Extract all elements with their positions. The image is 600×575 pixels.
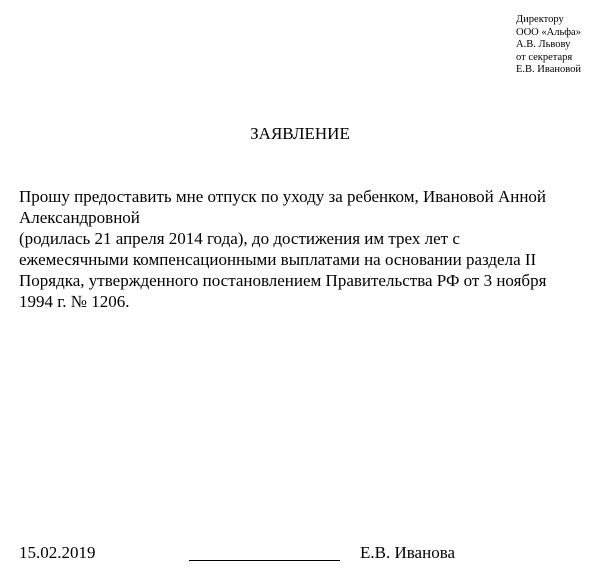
statement-date: 15.02.2019 [19, 543, 96, 562]
body-line: Александровной [19, 208, 140, 227]
body-line: (родилась 21 апреля 2014 года), до достижения им трех лет с [19, 229, 460, 248]
signature-line [189, 560, 340, 561]
addressee-block [516, 14, 581, 77]
body-line: ежемесячными компенсационными выплатами на основании раздела II [19, 250, 537, 269]
statement-body [19, 186, 589, 312]
addressee-name: А.В. Львову [516, 39, 571, 50]
sender-position: от секретаря [516, 51, 573, 63]
signer-name: Е.В. Иванова [360, 543, 456, 562]
sender-name: Е.В. Ивановой [516, 64, 581, 75]
body-line: Порядка, утвержденного постановлением Правительства РФ от 3 ноября [19, 271, 547, 290]
document-title: ЗАЯВЛЕНИЕ [250, 124, 350, 143]
body-line: 1994 г. № 1206. [19, 292, 130, 311]
addressee-position: Директору [516, 14, 564, 25]
addressee-company: ООО «Альфа» [516, 26, 581, 38]
body-line: Прошу предоставить мне отпуск по уходу за ребенком, Ивановой Анной [19, 187, 547, 206]
